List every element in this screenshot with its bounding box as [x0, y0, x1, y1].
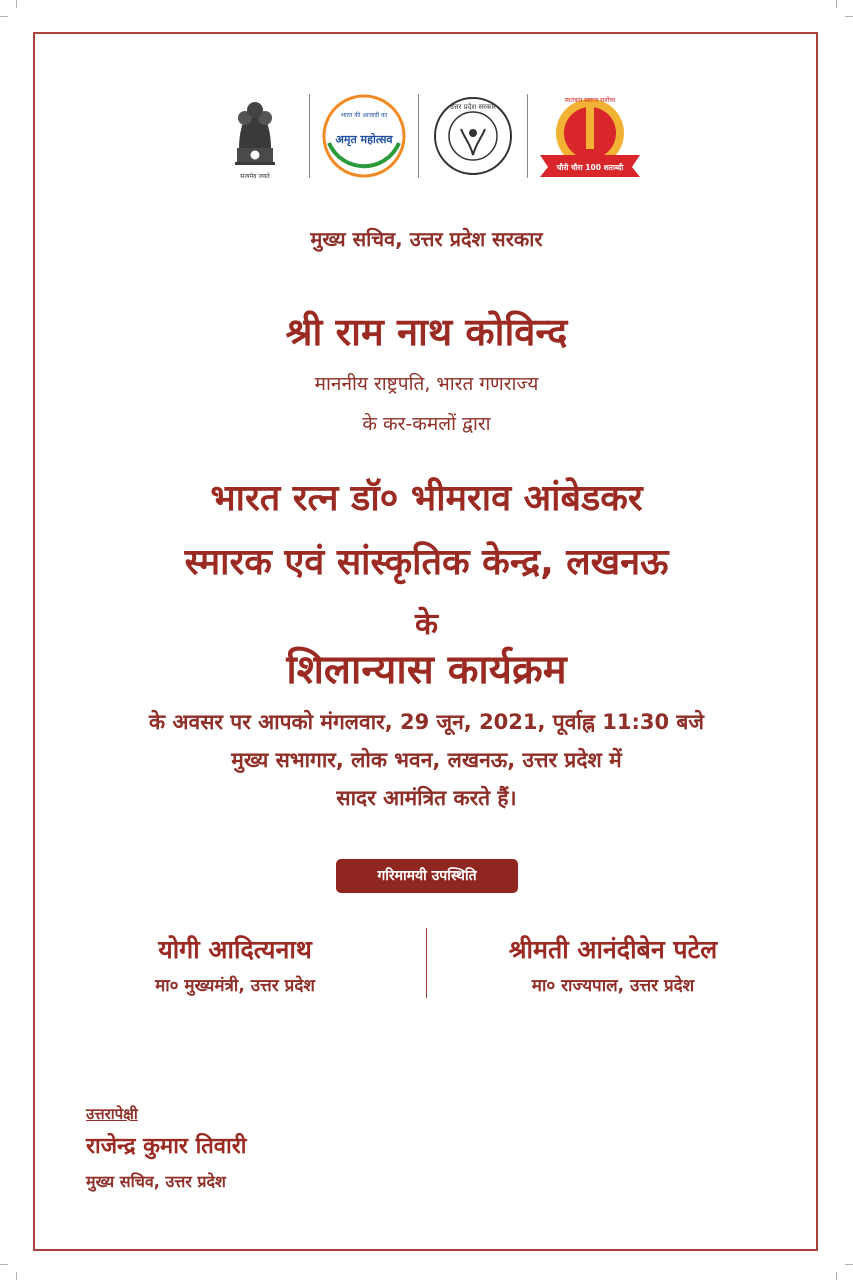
national-emblem-logo: [207, 90, 303, 182]
guest-divider: [426, 928, 427, 998]
crop-mark: [836, 0, 837, 8]
amrit-mahotsav-logo: [316, 90, 412, 182]
logo-divider: [527, 94, 528, 178]
crop-mark: [845, 16, 853, 17]
event-details-line-3: सादर आमंत्रित करते हैं।: [336, 786, 517, 810]
host-designation: मुख्य सचिव, उत्तर प्रदेश: [86, 1172, 226, 1191]
host-name: राजेन्द्र कुमार तिवारी: [86, 1134, 247, 1159]
chief-guest-title: माननीय राष्ट्रपति, भारत गणराज्य: [314, 373, 539, 395]
crop-mark: [16, 0, 17, 8]
seal-text: उत्तर प्रदेश सरकार: [449, 103, 497, 111]
closing-label: उत्तरापेक्षी: [86, 1105, 138, 1123]
connector-ke: के: [414, 607, 439, 642]
guest-name-governor: श्रीमती आनंदीबेन पटेल: [508, 935, 718, 964]
amrit-text: अमृत महोत्सव: [335, 133, 393, 146]
chauri-tagline: स्वतंत्रता स्वराज सर्वोच्च: [564, 97, 616, 104]
by-hands-line: के कर-कमलों द्वारा: [362, 413, 491, 435]
crop-mark: [836, 1272, 837, 1280]
issuer-line: मुख्य सचिव, उत्तर प्रदेश सरकार: [310, 227, 543, 251]
chauri-chaura-logo: [534, 90, 646, 182]
guest-role-cm: मा० मुख्यमंत्री, उत्तर प्रदेश: [155, 976, 315, 996]
logo-strip: [0, 90, 853, 182]
crop-mark: [0, 16, 8, 17]
project-title-line-2: स्मारक एवं सांस्कृतिक केन्द्र, लखनऊ: [184, 542, 669, 583]
chief-guest-name: श्री राम नाथ कोविन्द: [285, 310, 568, 354]
logo-divider: [418, 94, 419, 178]
emblem-caption: सत्यमेव जयते: [240, 173, 270, 180]
up-government-seal-logo: [425, 90, 521, 182]
presence-badge: गरिमामयी उपस्थिति: [336, 859, 518, 893]
project-title-line-1: भारत रत्न डॉ० भीमराव आंबेडकर: [210, 478, 643, 519]
chauri-text: चौरी चौरा 100 शताब्दी: [556, 163, 624, 172]
logo-divider: [309, 94, 310, 178]
guest-role-governor: मा० राज्यपाल, उत्तर प्रदेश: [531, 976, 695, 996]
event-title: शिलान्यास कार्यक्रम: [286, 647, 567, 693]
guest-name-cm: योगी आदित्यनाथ: [158, 935, 312, 964]
event-details-line-2: मुख्य सभागार, लोक भवन, लखनऊ, उत्तर प्रदेश में: [231, 748, 622, 772]
crop-mark: [0, 1264, 8, 1265]
amrit-tagline: भारत की आजादी का: [340, 112, 388, 119]
crop-mark: [16, 1272, 17, 1280]
crop-mark: [845, 1264, 853, 1265]
event-details-line-1: के अवसर पर आपको मंगलवार, 29 जून, 2021, पूर्वाह्न 11:30 बजे: [149, 710, 704, 734]
